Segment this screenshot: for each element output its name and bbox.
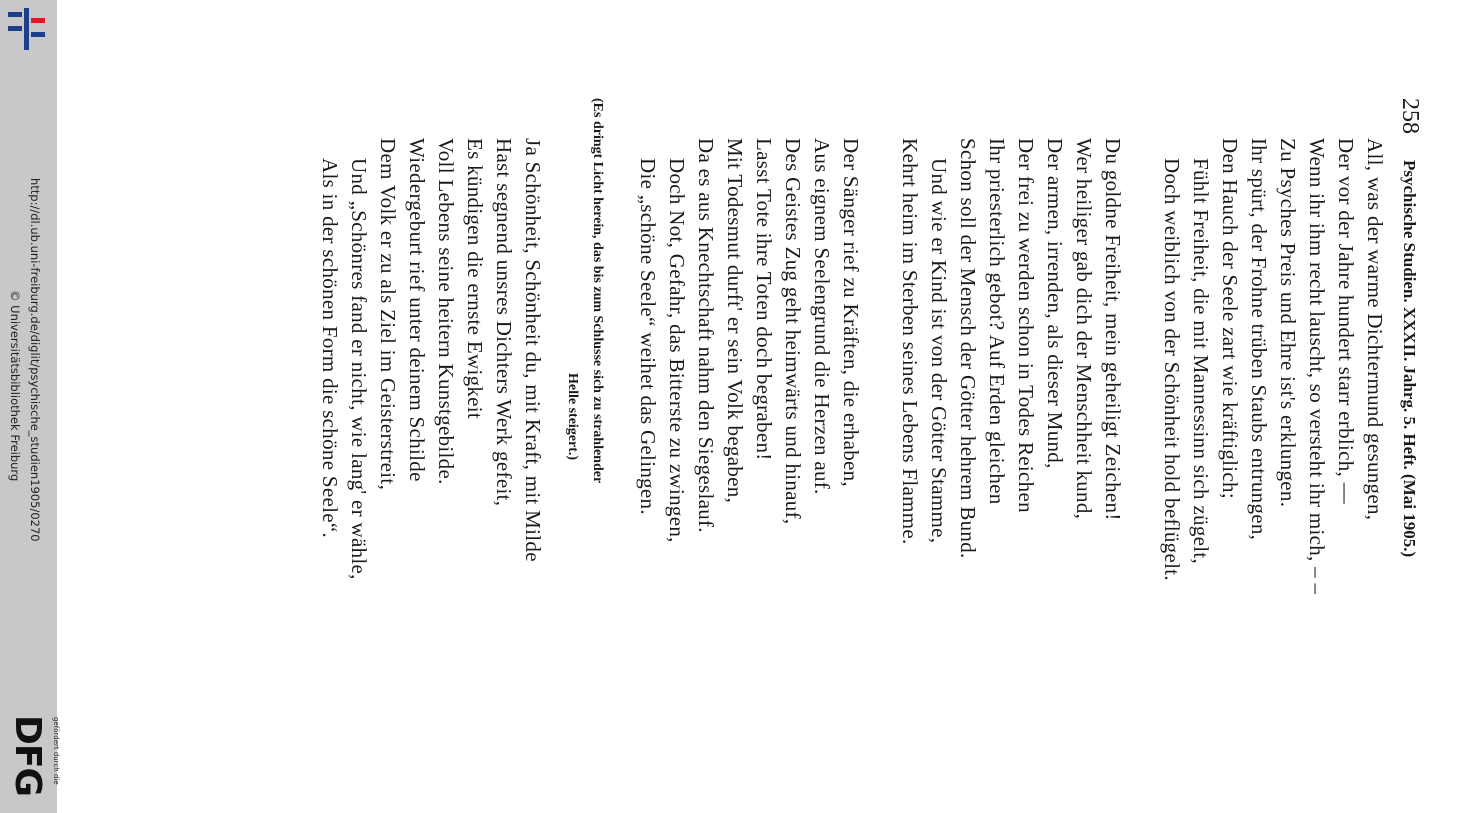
dfg-logo-text: DFG — [7, 715, 48, 797]
verse-line: Der vor der Jahre hundert starr erblich, — — [1334, 138, 1358, 504]
stage-direction: (Es dringt Licht herein, das bis zum Schlusse sich zu strahlender — [590, 98, 605, 484]
verse-line: Ihr priesterlich gebot? Auf Erden gleichen — [985, 138, 1009, 505]
dfg-logo — [6, 715, 60, 805]
verse-line: Als in der schönen Form die schöne Seele“. — [318, 158, 342, 539]
library-logo-icon — [4, 8, 48, 50]
verse-line: All, was der warme Dichtermund gesungen, — [1363, 138, 1387, 521]
scanned-page — [195, 98, 1425, 798]
page-number: 258 — [1397, 98, 1423, 134]
verse-line: Wer heiliger gab dich der Menschheit kund, — [1072, 138, 1096, 520]
verse-line: Da es aus Knechtschaft nahm den Siegeslauf. — [694, 138, 718, 533]
verse-line: Doch weiblich von der Schönheit hold beflügelt. — [1160, 158, 1184, 581]
verse-line: Zu Psyches Preis und Ehre ist's erklungen. — [1276, 138, 1300, 508]
verse-line: Doch Not, Gefahr, das Bitterste zu zwingen, — [665, 158, 689, 543]
viewer-sidebar — [0, 0, 60, 813]
verse-line: Du goldne Freiheit, mein geheiligt Zeichen! — [1101, 138, 1125, 521]
verse-line: Der armen, irrenden, als dieser Mund, — [1043, 138, 1067, 469]
verse-line: Fühlt Freiheit, die mit Mannessinn sich zügelt, — [1189, 158, 1213, 565]
verse-line: Hast segnend unsres Dichters Werk gefeit, — [492, 138, 516, 507]
verse-line: Der Sänger rief zu Kräften, die erhaben, — [839, 138, 863, 487]
dfg-logo-caption: gefördert durch die — [52, 717, 60, 785]
verse-line: Und wie er Kind ist von der Götter Stamme, — [927, 158, 951, 544]
verse-line: Ja Schönheit, Schönheit du, mit Kraft, mit Milde — [521, 138, 545, 562]
verse-line: Mit Todesmut durft' er sein Volk begaben, — [723, 138, 747, 504]
verse-line: Der frei zu werden schon in Todes Reichen — [1014, 138, 1038, 513]
verse-line: Voll Lebens seine heitern Kunstgebilde. — [434, 138, 458, 485]
verse-line: Die „schöne Seele“ weihet das Gelingen. — [636, 158, 660, 515]
verse-line: Es kündigen die ernste Ewigkeit — [463, 138, 487, 420]
verse-line: Schon soll der Mensch der Götter hehrem Bund. — [956, 138, 980, 559]
verse-line: Den Hauch der Seele zart wie kräftiglich; — [1218, 138, 1242, 499]
running-head: Psychische Studien. XXXII. Jahrg. 5. Heft. (Mai 1905.) — [1400, 160, 1419, 558]
verse-line: Dem Volk er zu als Ziel im Geisterstreit, — [376, 138, 400, 491]
verse-line: Lasst Tote ihre Toten doch begraben! — [752, 138, 776, 461]
verse-line: Und „Schönres fand er nicht, wie lang' er wähle, — [347, 158, 371, 580]
verse-line: Wenn ihr ihm recht lauscht, so versteht ihr mich, – – — [1305, 138, 1329, 595]
page-header — [1395, 98, 1425, 798]
verse-line: Wiedergeburt rief unter deinem Schilde — [405, 138, 429, 482]
verse-line: Aus eignem Seelengrund die Herzen auf. — [810, 138, 834, 495]
verse-line: Des Geistes Zug geht heimwärts und hinauf, — [781, 138, 805, 525]
copyright-notice: © Universitätsbibliothek Freiburg — [8, 290, 22, 482]
stage-direction: Helle steigert.) — [565, 373, 580, 461]
source-url[interactable]: http://dl.ub.uni-freiburg.de/diglit/psychische_studien1905/0270 — [28, 178, 42, 542]
verse-line: Ihr spürt, der Frohne trüben Staubs entrungen, — [1247, 138, 1271, 541]
verse-line: Kehrt heim im Sterben seines Lebens Flamme. — [898, 138, 922, 545]
